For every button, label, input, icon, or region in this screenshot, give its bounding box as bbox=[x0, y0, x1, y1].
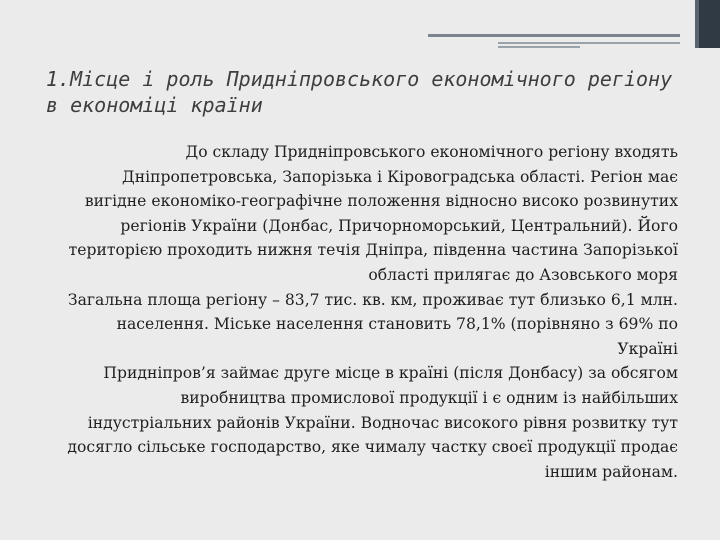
accent-rule-medium bbox=[498, 42, 680, 44]
body-paragraph-industry: Придніпров’я займає друге місце в країні (після Донбасу) за обсягом виробництва промислової продукції і є одним із найбільших індустріальних районів України. Водночас високого рівня розвитку тут досягло сільське господарство, яке чималу частку своєї продукції продає іншим районам. bbox=[67, 364, 678, 481]
top-decor-bar bbox=[0, 0, 720, 28]
corner-accent-strip bbox=[695, 0, 699, 48]
body-paragraph-area-population: Загальна площа регіону – 83,7 тис. кв. км, проживає тут близько 6,1 млн. населення. Міське населення становить 78,1% (порівняно з 69% по Україні bbox=[67, 290, 678, 358]
slide-title: 1.Місце і роль Придніпровського економічного регіону в економіці країни bbox=[46, 67, 673, 117]
body-paragraph-region-composition: До складу Придніпровського економічного регіону входять Дніпропетровська, Запорізька і Кіровоградська області. Регіон має вигідне економіко-географічне положення відносно високо розвинутих регіонів України (Донбас, Причорноморський, Центральний). Його територією проходить нижня течія Дніпра, південна частина Запорізької області прилягає до Азовського моря bbox=[68, 143, 678, 284]
slide-body bbox=[62, 140, 678, 484]
accent-rule-short bbox=[498, 46, 580, 48]
accent-rule-long bbox=[428, 34, 680, 37]
